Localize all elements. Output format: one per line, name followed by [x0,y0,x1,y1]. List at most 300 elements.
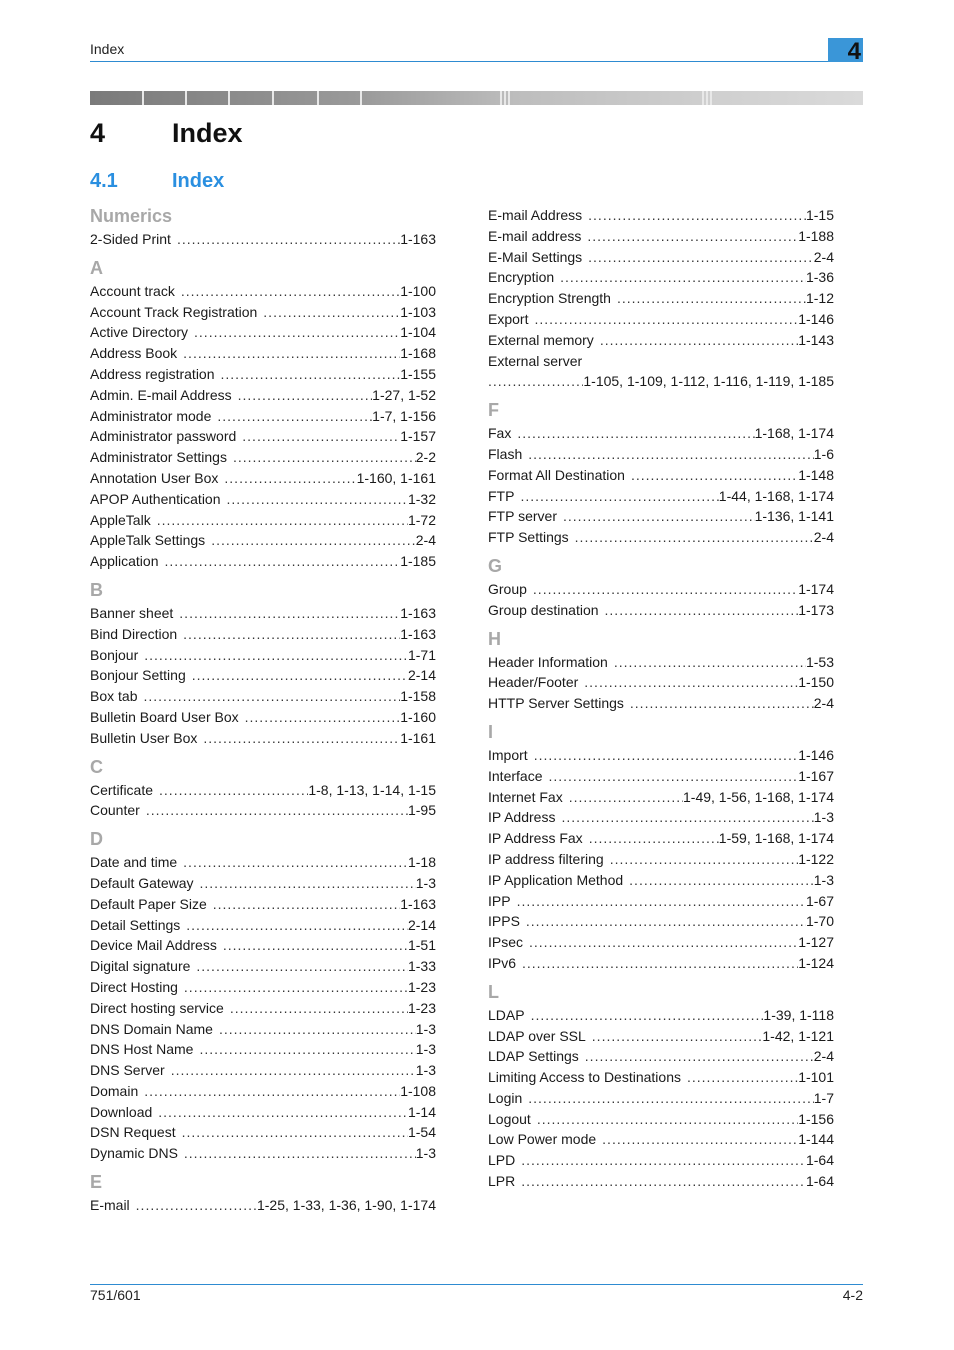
index-entry [90,510,436,531]
section-number: 4.1 [90,170,118,192]
leader-dots [631,465,798,486]
index-entry [488,226,834,247]
index-entry [488,351,834,393]
index-pages[interactable]: 2-2 [415,449,436,466]
index-pages[interactable]: 1-136, 1-141 [754,508,834,525]
leader-dots [533,579,798,600]
index-pages[interactable]: 1-167 [798,767,834,784]
index-group [488,554,834,621]
leader-dots [245,707,401,728]
index-entry [90,780,436,801]
index-entry [90,915,436,936]
leader-dots [227,489,408,510]
index-pages[interactable]: 1-53 [805,653,834,670]
footer-page-number: 4-2 [842,1287,863,1303]
index-pages[interactable]: 1-127 [798,934,834,951]
leader-dots [563,506,755,527]
leader-dots [521,1150,806,1171]
leader-dots [589,828,719,849]
index-term: LDAP Settings [488,1048,579,1065]
index-entry [90,385,436,406]
index-term: Encryption Strength [488,290,611,307]
leader-dots [614,652,806,673]
index-pages[interactable]: 1-163 [400,895,436,912]
index-pages[interactable]: 2-4 [813,1048,834,1065]
index-pages[interactable]: 1-3 [813,871,834,888]
index-term: IP Application Method [488,871,624,888]
leader-dots [610,849,798,870]
index-pages[interactable]: 1-105, 1-109, 1-112, 1-116, 1-119, 1-185 [583,373,834,390]
leader-dots [192,665,408,686]
index-entry [488,1109,834,1130]
leader-dots [159,780,308,801]
index-entry [488,1150,834,1171]
index-pages[interactable]: 1-173 [798,601,834,618]
index-entry [90,281,436,302]
index-term: Bonjour [90,646,139,663]
leader-dots [181,281,400,302]
index-term: IP Address Fax [488,830,583,847]
index-entry [488,849,834,870]
index-entry [488,527,834,548]
index-entry [90,302,436,323]
leader-dots [158,1102,408,1123]
index-pages[interactable]: 2-4 [415,532,436,549]
index-entry [90,728,436,749]
index-entry [488,953,834,974]
index-entry [90,364,436,385]
index-entry [488,766,834,787]
index-entry [488,828,834,849]
index-entry [488,444,834,465]
index-term: Low Power mode [488,1131,597,1148]
index-term: Format All Destination [488,466,625,483]
index-letter-heading: E [90,1172,103,1193]
index-term: E-mail [90,1197,130,1214]
index-letter-heading: G [488,555,503,576]
leader-dots [217,406,372,427]
index-pages[interactable]: 1-101 [798,1069,834,1086]
index-entry [90,426,436,447]
index-term: Counter [90,802,140,819]
index-term: HTTP Server Settings [488,695,624,712]
index-entry [90,873,436,894]
index-entry [90,489,436,510]
index-term: E-mail Address [488,207,583,223]
index-pages[interactable]: 1-14 [407,1103,436,1120]
chapter-tab: 4 [828,38,863,62]
index-term: External memory [488,331,594,348]
index-term: LDAP over SSL [488,1027,586,1044]
index-group [90,578,436,749]
index-pages[interactable]: 1-124 [798,954,834,971]
running-header-title: Index [90,41,125,57]
index-term: LDAP [488,1006,525,1023]
leader-dots [233,447,416,468]
index-pages[interactable]: 1-3 [415,1041,436,1058]
index-entry [90,800,436,821]
index-entry [90,624,436,645]
index-entry [90,530,436,551]
index-pages[interactable]: 1-59, 1-168, 1-174 [718,830,834,847]
leader-dots [575,527,814,548]
index-entry [90,1060,436,1081]
index-entry [488,486,834,507]
index-entry [488,330,834,351]
index-pages[interactable]: 1-158 [400,688,436,705]
index-pages[interactable]: 2-4 [813,248,834,265]
index-pages[interactable]: 1-3 [415,1145,436,1162]
index-term: Bulletin User Box [90,729,198,746]
index-pages[interactable]: 1-39, 1-118 [763,1006,834,1023]
index-entry [488,911,834,932]
leader-dots [517,423,754,444]
leader-dots [263,302,400,323]
index-entry [488,1067,834,1088]
index-pages[interactable]: 1-161 [400,729,436,746]
index-term: Detail Settings [90,916,181,933]
leader-dots [136,1195,257,1216]
index-term: DNS Host Name [90,1041,194,1058]
index-entry [488,600,834,621]
chapter-number: 4 [90,118,106,148]
index-pages[interactable]: 1-71 [407,646,436,663]
index-entry [488,309,834,330]
index-term: Download [90,1103,153,1120]
leader-dots [144,1081,400,1102]
index-column-right [488,205,834,1192]
index-term: Direct hosting service [90,999,224,1016]
index-pages[interactable]: 1-7, 1-156 [372,407,436,424]
index-pages[interactable]: 1-42, 1-121 [762,1027,834,1044]
index-entry [90,852,436,873]
index-pages[interactable]: 1-146 [798,746,834,763]
index-term: Administrator mode [90,407,212,424]
index-term: APOP Authentication [90,490,221,507]
index-pages[interactable]: 1-33 [407,958,436,975]
index-term: Bind Direction [90,625,178,642]
index-pages[interactable]: 1-32 [407,490,436,507]
index-entry [90,1195,436,1216]
index-pages[interactable]: 1-155 [400,365,436,382]
index-term: E-mail address [488,227,582,244]
leader-dots [534,745,799,766]
index-group [488,980,834,1192]
index-entry [90,229,436,250]
index-pages[interactable]: 2-14 [407,667,436,684]
index-pages[interactable]: 1-168, 1-174 [754,425,834,442]
index-group [488,720,834,974]
index-pages[interactable]: 1-25, 1-33, 1-36, 1-90, 1-174 [256,1197,436,1214]
index-entry [488,1088,834,1109]
index-pages[interactable]: 1-44, 1-168, 1-174 [718,487,834,504]
index-pages[interactable]: 1-148 [798,466,834,483]
leader-dots [203,728,400,749]
leader-dots [242,426,400,447]
index-entry [90,1102,436,1123]
index-entry [90,956,436,977]
index-entry [90,707,436,728]
index-entry [90,686,436,707]
index-term: AppleTalk [90,511,151,528]
index-term: DNS Domain Name [90,1020,213,1037]
index-term: Group [488,580,527,597]
leader-dots [560,267,806,288]
index-pages[interactable]: 1-146 [798,310,834,327]
index-pages[interactable]: 1-7 [813,1089,834,1106]
index-pages[interactable]: 1-188 [798,227,834,244]
index-pages[interactable]: 1-100 [400,282,436,299]
index-term: Administrator Settings [90,449,227,466]
index-pages[interactable]: 1-108 [400,1082,436,1099]
leader-dots [183,343,400,364]
index-pages[interactable]: 1-3 [415,1020,436,1037]
leader-dots [144,645,408,666]
leader-dots [157,510,408,531]
leader-dots [630,693,814,714]
index-term: FTP [488,487,515,504]
index-term: FTP server [488,508,557,525]
leader-dots [629,870,814,891]
leader-dots [529,932,798,953]
leader-dots [526,911,806,932]
index-pages[interactable]: 1-3 [415,1062,436,1079]
index-term: IPPS [488,913,520,930]
index-column-left [90,204,436,1216]
index-pages[interactable]: 1-160, 1-161 [356,469,436,486]
index-pages[interactable]: 1-72 [407,511,436,528]
index-entry [90,551,436,572]
index-entry [488,1046,834,1067]
index-entry [488,205,834,226]
index-pages[interactable]: 1-174 [798,580,834,597]
index-pages[interactable]: 1-150 [798,674,834,691]
index-pages[interactable]: 1-168 [400,345,436,362]
leader-dots [196,956,408,977]
index-letter-heading: Numerics [90,206,173,226]
index-entry [488,891,834,912]
leader-dots [605,600,799,621]
leader-dots [588,247,814,268]
index-term: Admin. E-mail Address [90,386,232,403]
index-entry [488,870,834,891]
index-term: External server [488,352,583,369]
index-pages[interactable]: 2-14 [407,916,436,933]
index-pages[interactable]: 1-160 [400,708,436,725]
index-pages[interactable]: 1-12 [805,290,834,307]
index-term: Fax [488,425,512,442]
index-term: Export [488,310,529,327]
index-pages[interactable]: 1-15 [805,207,834,223]
leader-dots [199,1039,415,1060]
footer-rule [90,1284,863,1285]
index-entry [90,1081,436,1102]
index-pages[interactable]: 1-8, 1-13, 1-14, 1-15 [308,781,436,798]
index-entry [488,247,834,268]
leader-dots [143,686,400,707]
index-term: Bulletin Board User Box [90,708,239,725]
index-entry [90,447,436,468]
index-term: Account track [90,282,175,299]
index-entry [488,672,834,693]
index-entry [488,1026,834,1047]
index-pages[interactable]: 1-163 [400,231,436,247]
index-pages[interactable]: 1-6 [813,445,834,462]
index-pages[interactable]: 1-3 [415,874,436,891]
leader-dots [194,322,400,343]
index-entry [488,1129,834,1150]
index-pages[interactable]: 1-36 [805,269,834,286]
leader-dots [183,624,400,645]
index-letter-heading: L [488,981,499,1002]
index-pages[interactable]: 1-67 [805,892,834,909]
leader-dots [534,309,798,330]
index-term: Account Track Registration [90,303,258,320]
index-pages[interactable]: 1-70 [805,913,834,930]
index-term: Digital signature [90,958,191,975]
index-term: Address Book [90,345,178,362]
index-term: Box tab [90,688,138,705]
leader-dots [146,800,408,821]
leader-dots [687,1067,798,1088]
index-group [90,827,436,1164]
index-pages[interactable]: 1-49, 1-56, 1-168, 1-174 [683,788,834,805]
index-group [90,256,436,572]
index-term: Header Information [488,653,608,670]
index-pages[interactable]: 1-64 [805,1152,834,1169]
index-term: DSN Request [90,1124,176,1141]
index-term: Interface [488,767,543,784]
leader-dots [238,385,373,406]
leader-dots [528,444,814,465]
leader-dots [617,288,806,309]
index-pages[interactable]: 2-4 [813,695,834,712]
index-pages[interactable]: 1-104 [400,324,436,341]
index-pages[interactable]: 1-143 [798,331,834,348]
index-group [488,627,834,714]
index-term: Annotation User Box [90,469,219,486]
index-pages[interactable]: 1-23 [407,978,436,995]
index-pages[interactable]: 1-23 [407,999,436,1016]
index-entry [488,1171,834,1192]
index-pages[interactable]: 1-157 [400,428,436,445]
index-pages[interactable]: 1-18 [407,854,436,871]
index-entry [488,579,834,600]
index-pages[interactable]: 1-27, 1-52 [372,386,436,403]
index-entry [90,343,436,364]
index-term: Address registration [90,365,215,382]
index-entry [90,665,436,686]
index-term: E-Mail Settings [488,248,583,265]
decorative-bar [90,91,863,105]
index-entry [90,1143,436,1164]
header-rule [90,61,828,62]
index-entry [90,935,436,956]
leader-dots [592,1026,763,1047]
index-pages[interactable]: 1-95 [407,802,436,819]
leader-dots [569,787,683,808]
index-pages[interactable]: 1-3 [813,809,834,826]
index-term: LPR [488,1173,516,1190]
index-pages[interactable]: 1-122 [798,850,834,867]
index-pages[interactable]: 1-103 [400,303,436,320]
index-term: Banner sheet [90,604,174,621]
index-entry [488,693,834,714]
index-entry [488,652,834,673]
leader-dots [588,205,806,226]
index-term: AppleTalk Settings [90,532,206,549]
leader-dots [521,1171,806,1192]
index-letter-heading: C [90,756,103,777]
index-term: Import [488,746,528,763]
index-pages[interactable]: 1-185 [400,553,436,570]
index-entry [90,1122,436,1143]
index-pages[interactable]: 1-54 [407,1124,436,1141]
leader-dots [165,551,401,572]
leader-dots [186,915,408,936]
index-pages[interactable]: 1-51 [407,937,436,954]
index-group [90,755,436,822]
index-entry [488,1005,834,1026]
index-term: Application [90,553,159,570]
index-term: Direct Hosting [90,978,178,995]
index-entry [488,423,834,444]
leader-dots [200,873,416,894]
index-pages[interactable]: 1-64 [805,1173,834,1190]
leader-dots [587,226,798,247]
index-entry [90,894,436,915]
index-group [90,1170,436,1216]
index-letter-heading: B [90,579,103,600]
leader-dots [585,1046,814,1067]
index-letter-heading: I [488,721,494,742]
index-pages[interactable]: 1-144 [798,1131,834,1148]
leader-dots [488,371,583,392]
index-term: Logout [488,1110,531,1127]
index-pages[interactable]: 1-163 [400,604,436,621]
leader-dots [179,603,400,624]
leader-dots [171,1060,416,1081]
index-entry [488,745,834,766]
leader-dots [177,229,400,250]
leader-dots [517,891,806,912]
footer-model: 751/601 [90,1287,141,1303]
index-entry [90,998,436,1019]
index-term: IP address filtering [488,850,604,867]
leader-dots [224,468,356,489]
index-pages[interactable]: 2-4 [813,529,834,546]
leader-dots [600,330,798,351]
leader-dots [184,977,408,998]
leader-dots [602,1129,798,1150]
leader-dots [537,1109,798,1130]
index-group [488,205,834,392]
index-pages[interactable]: 1-156 [798,1110,834,1127]
index-term: Default Gateway [90,874,194,891]
index-term: IPv6 [488,954,517,971]
leader-dots [548,766,798,787]
leader-dots [531,1005,764,1026]
index-entry [90,1039,436,1060]
leader-dots [561,807,813,828]
index-term: IPP [488,892,511,909]
index-entry [90,1019,436,1040]
index-pages[interactable]: 1-163 [400,625,436,642]
index-term: Device Mail Address [90,937,217,954]
index-term: Dynamic DNS [90,1145,178,1162]
index-term: Active Directory [90,324,189,341]
leader-dots [230,998,408,1019]
